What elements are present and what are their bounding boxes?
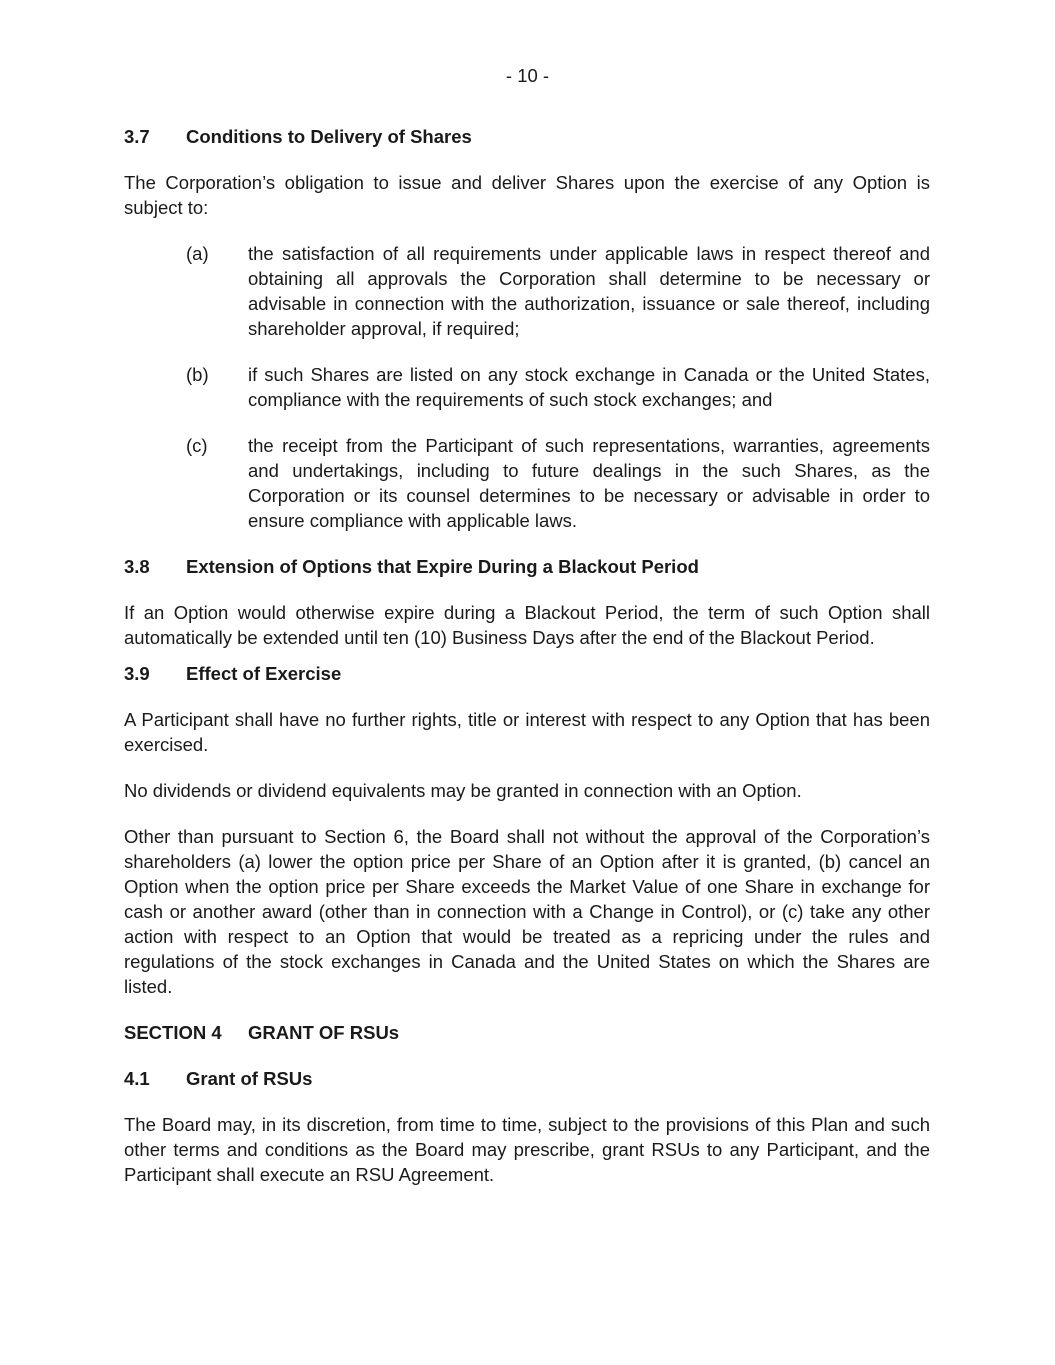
- heading-number: 3.8: [124, 556, 150, 577]
- list-text: the receipt from the Participant of such representations, warranties, agreements and undertakings, including to future dealings in the such Shares, as the Corporation or its counsel determines to be necessary or advisable in order to ensure compliance with applicable laws.: [248, 435, 930, 531]
- page-number: - 10 -: [505, 65, 550, 86]
- list-item-c: [186, 433, 930, 533]
- heading-title: Extension of Options that Expire During a Blackout Period: [186, 556, 699, 577]
- list-item-b: [186, 362, 930, 412]
- paragraph: The Corporation’s obligation to issue and deliver Shares upon the exercise of any Option is subject to:: [124, 172, 930, 218]
- heading-number: 3.7: [124, 126, 150, 147]
- heading-title: Grant of RSUs: [186, 1068, 313, 1089]
- list-text: if such Shares are listed on any stock exchange in Canada or the United States, compliance with the requirements of such stock exchanges; and: [248, 364, 930, 410]
- heading-number: 4.1: [124, 1068, 150, 1089]
- heading-3-9: [124, 661, 930, 686]
- heading-section-4: [124, 1020, 930, 1045]
- heading-title: GRANT OF RSUs: [248, 1022, 400, 1043]
- list-label: (a): [186, 243, 209, 264]
- paragraph: No dividends or dividend equivalents may be granted in connection with an Option.: [124, 780, 802, 801]
- paragraph: The Board may, in its discretion, from time to time, subject to the provisions of this Plan and such other terms and conditions as the Board may prescribe, grant RSUs to any Participant, and the Participant shall execute an RSU Agreement.: [124, 1114, 930, 1185]
- heading-3-8: [124, 554, 930, 579]
- list-item-a: [186, 241, 930, 341]
- paragraph: If an Option would otherwise expire during a Blackout Period, the term of such Option shall automatically be extended until ten (10) Business Days after the end of the Blackout Period.: [124, 602, 930, 648]
- heading-4-1: [124, 1066, 930, 1091]
- heading-number: SECTION 4: [124, 1022, 222, 1043]
- list-text: the satisfaction of all requirements under applicable laws in respect thereof and obtaining all approvals the Corporation shall determine to be necessary or advisable in connection with the authorization, issuance or sale thereof, including shareholder approval, if required;: [248, 243, 930, 339]
- document-body: [124, 124, 930, 1208]
- heading-title: Conditions to Delivery of Shares: [186, 126, 472, 147]
- heading-number: 3.9: [124, 663, 150, 684]
- paragraph: Other than pursuant to Section 6, the Board shall not without the approval of the Corporation’s shareholders (a) lower the option price per Share of an Option after it is granted, (b) cancel an Option when the option price per Share exceeds the Market Value of one Share in exchange for cash or another award (other than in connection with a Change in Control), or (c) take any other action with respect to an Option that would be treated as a repricing under the rules and regulations of the stock exchanges in Canada and the United States on which the Shares are listed.: [124, 826, 930, 997]
- list-label: (b): [186, 364, 209, 385]
- list-label: (c): [186, 435, 208, 456]
- heading-title: Effect of Exercise: [186, 663, 342, 684]
- heading-3-7: [124, 124, 930, 149]
- paragraph: A Participant shall have no further rights, title or interest with respect to any Option that has been exercised.: [124, 709, 930, 755]
